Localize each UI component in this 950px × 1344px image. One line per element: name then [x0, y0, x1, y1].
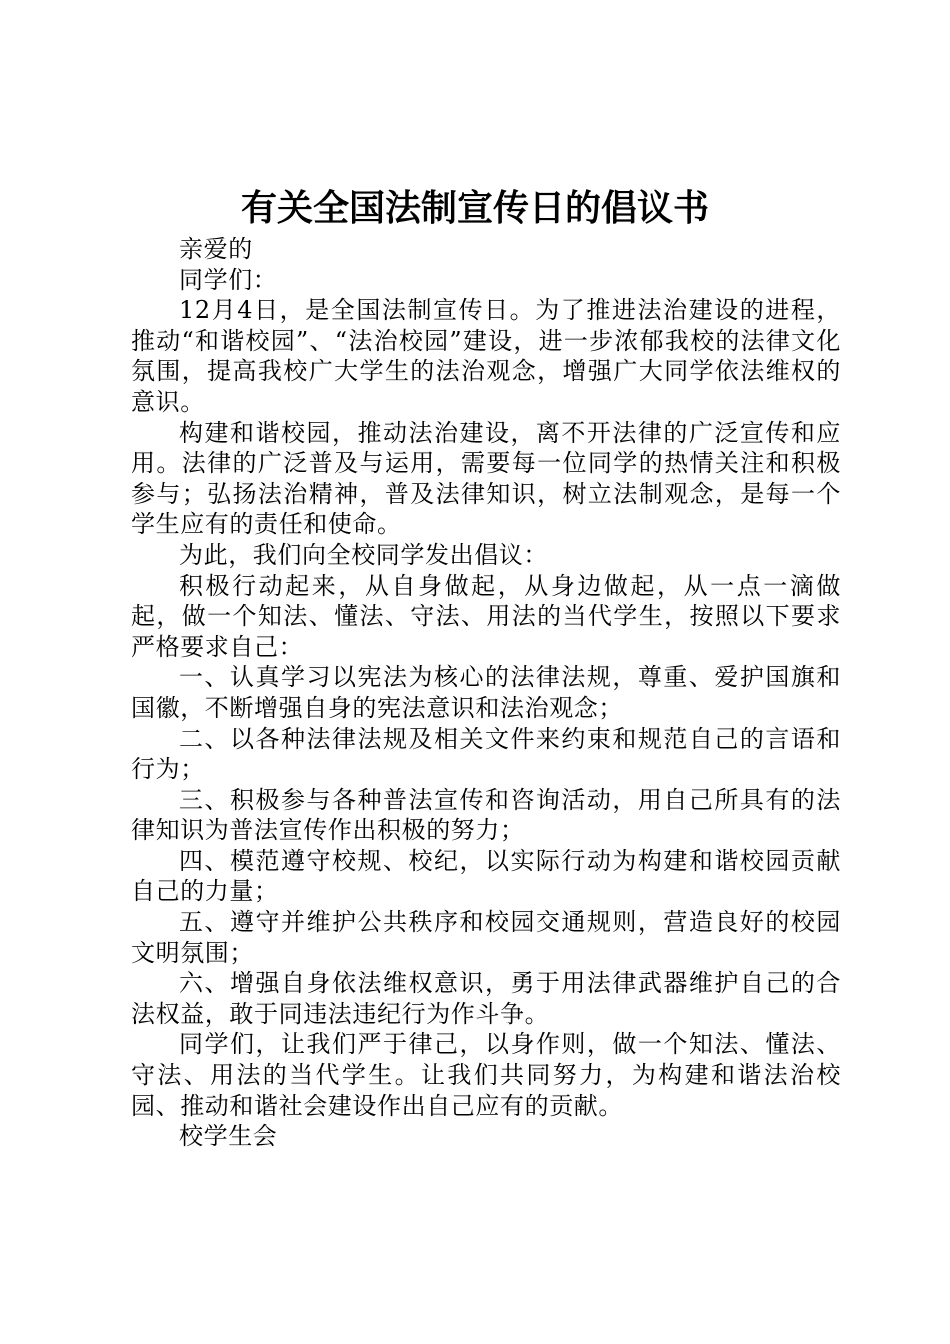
- paragraph-purpose: 构建和谐校园，推动法治建设，离不开法律的广泛宣传和应用。法律的广泛普及与运用，需要每一位同学的热情关注和积极参与；弘扬法治精神，普及法律知识，树立法制观念，是每一个学生应有的责任和使命。: [131, 418, 841, 539]
- paragraph-intro: 12月4日，是全国法制宣传日。为了推进法治建设的进程，推动“和谐校园”、“法治校园”建设，进一步浓郁我校的法律文化氛围，提高我校广大学生的法治观念，增强广大同学依法维权的意识。: [131, 296, 841, 416]
- signature: 校学生会: [179, 1122, 278, 1151]
- paragraph-closing: 同学们，让我们严于律己，以身作则，做一个知法、懂法、守法、用法的当代学生。让我们共同努力，为构建和谐法治校园、推动和谐社会建设作出自己应有的贡献。: [131, 1030, 841, 1120]
- list-item-4: 四、模范遵守校规、校纪，以实际行动为构建和谐校园贡献自己的力量；: [131, 846, 841, 906]
- document-body: [131, 234, 841, 1152]
- document-title: 有关全国法制宣传日的倡议书: [240, 188, 709, 229]
- list-item-6: 六、增强自身依法维权意识，勇于用法律武器维护自己的合法权益，敢于同违法违纪行为作斗争。: [131, 969, 841, 1028]
- salutation-line-2: 同学们：: [179, 265, 278, 294]
- list-item-1: 一、认真学习以宪法为核心的法律法规，尊重、爱护国旗和国徽，不断增强自身的宪法意识和法治观念；: [131, 663, 841, 722]
- paragraph-call: 为此，我们向全校同学发出倡议：: [179, 540, 548, 569]
- paragraph-action: 积极行动起来，从自身做起，从身边做起，从一点一滴做起，做一个知法、懂法、守法、用法的当代学生，按照以下要求严格要求自己：: [131, 571, 841, 661]
- salutation-line-1: 亲爱的: [179, 235, 253, 263]
- list-item-5: 五、遵守并维护公共秩序和校园交通规则，营造良好的校园文明氛围；: [131, 908, 841, 967]
- list-item-2: 二、以各种法律法规及相关文件来约束和规范自己的言语和行为；: [131, 724, 841, 784]
- list-item-3: 三、积极参与各种普法宣传和咨询活动，用自己所具有的法律知识为普法宣传作出积极的努力；: [131, 785, 841, 845]
